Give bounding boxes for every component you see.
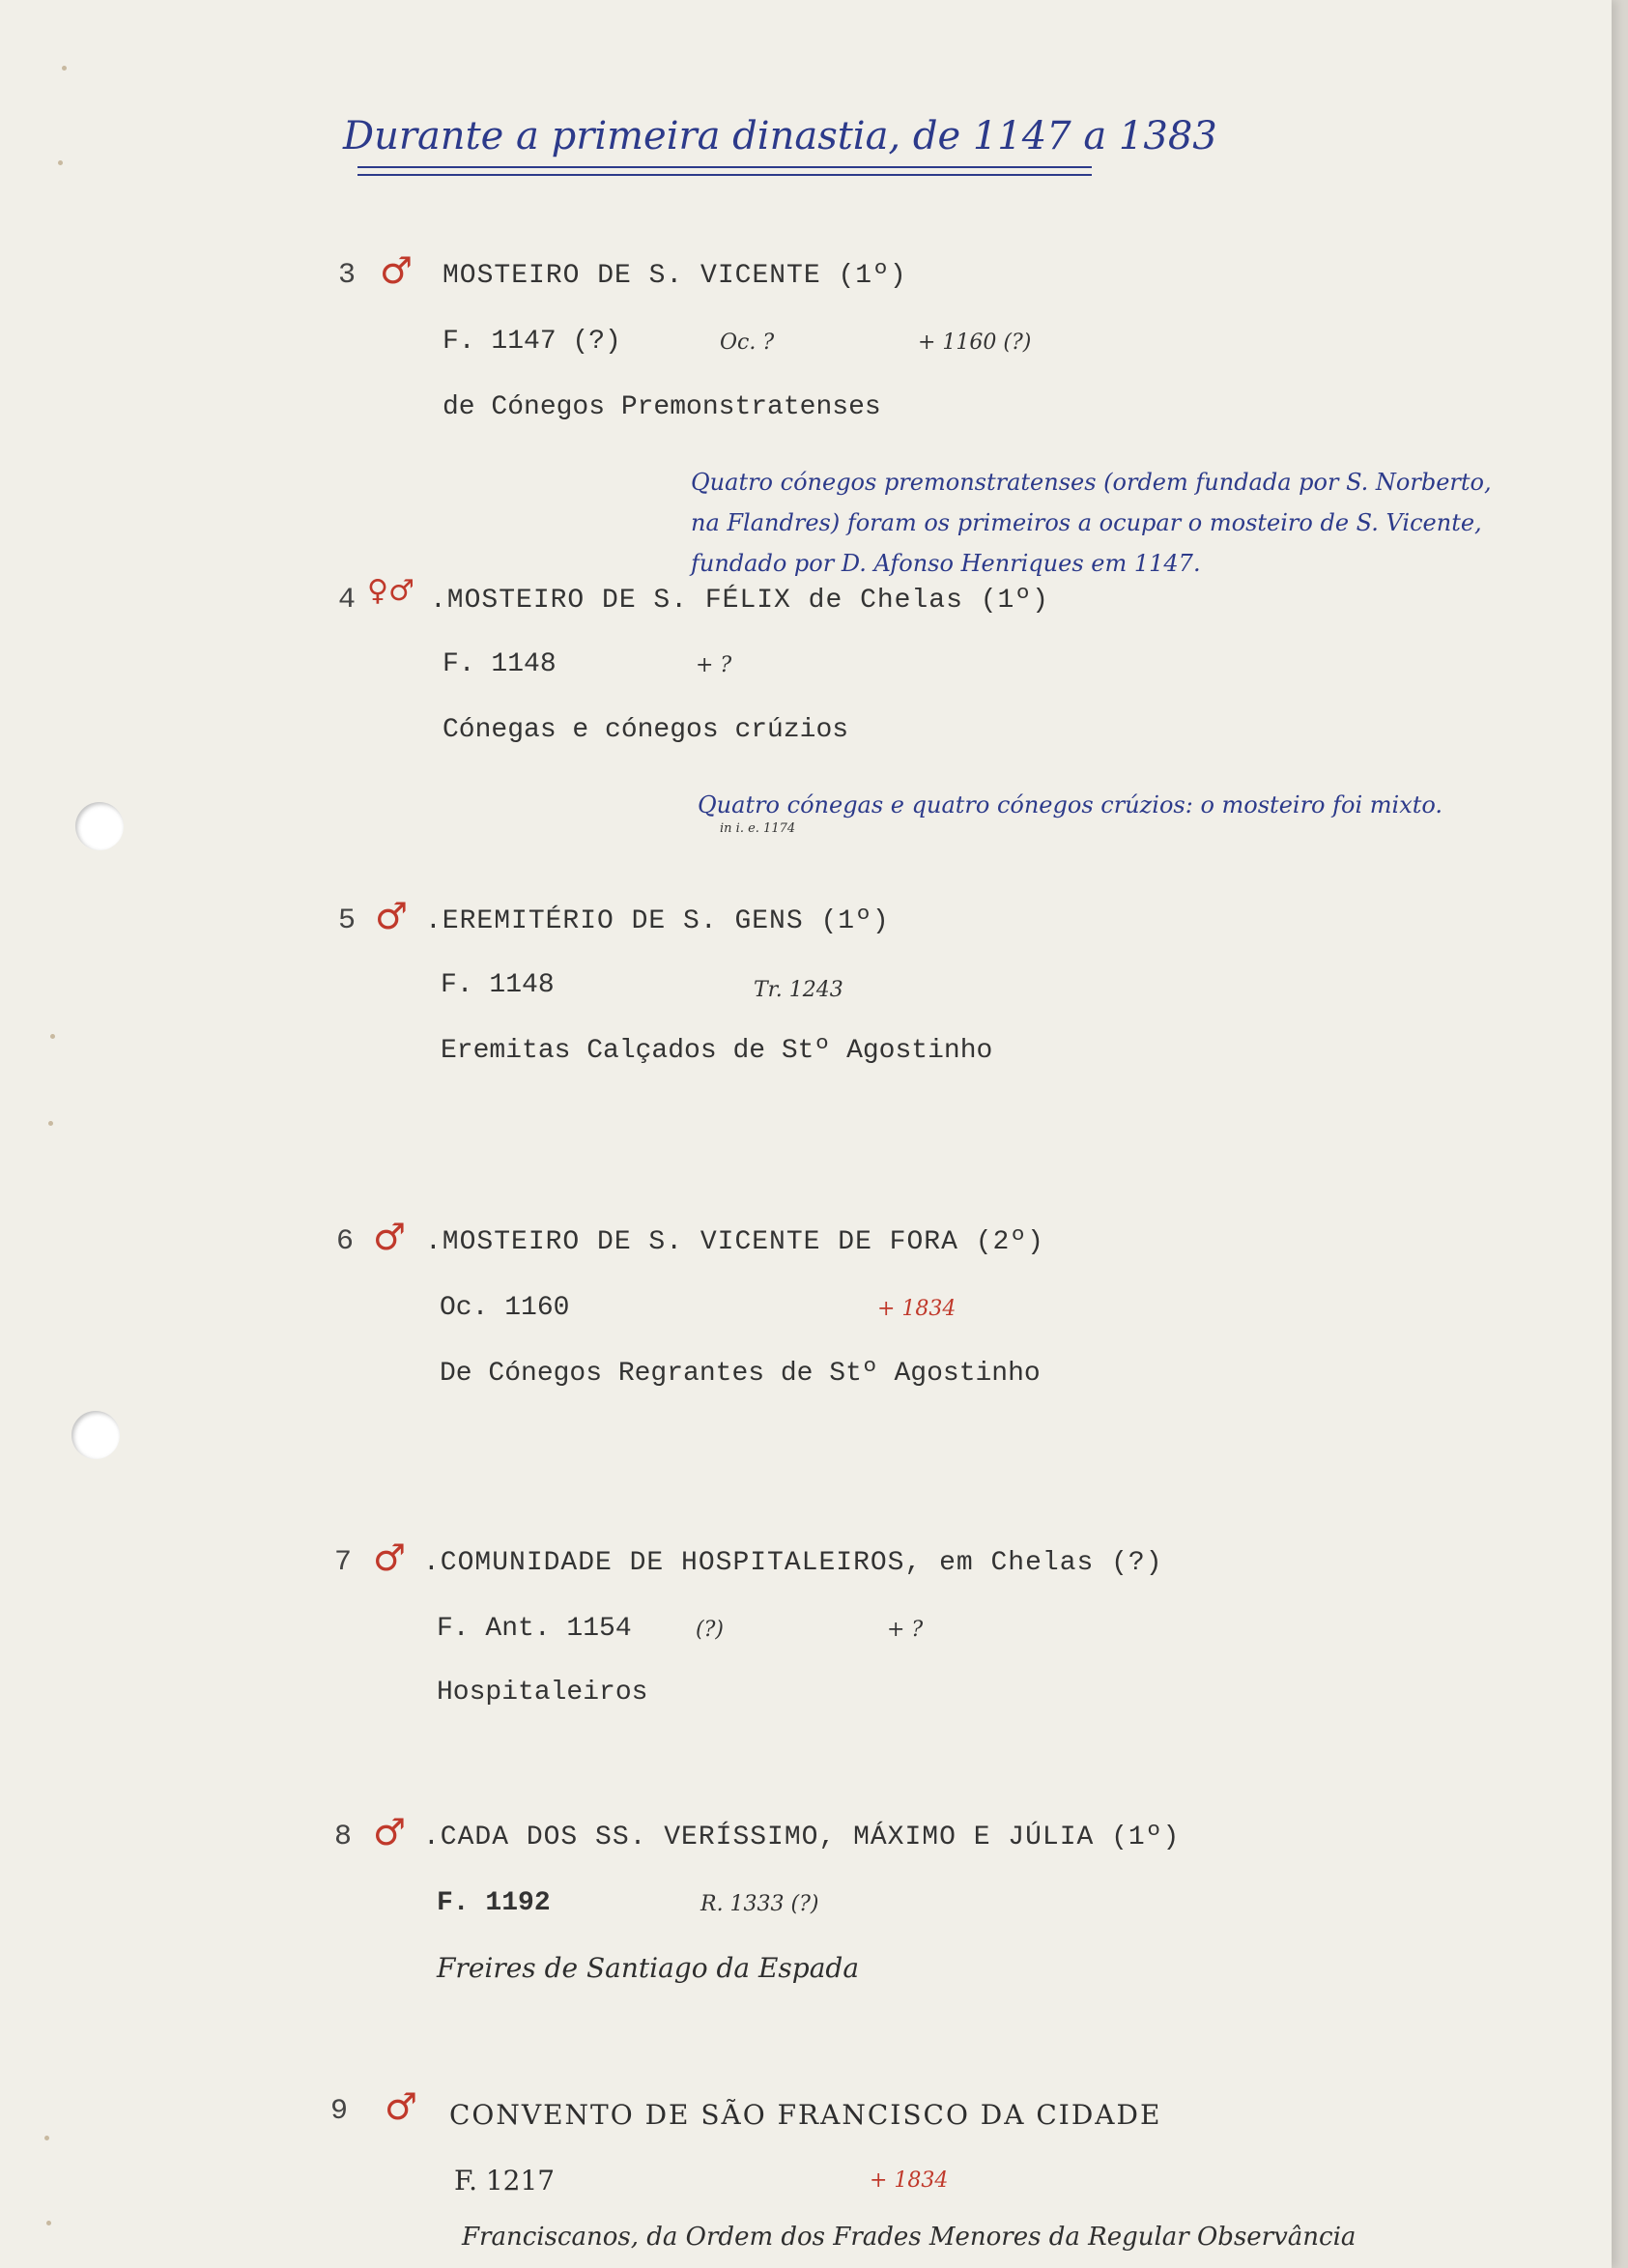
- entry-annotation-line: na Flandres) foram os primeiros a ocupar o mosteiro de S. Vicente,: [691, 509, 1482, 536]
- male-symbol-icon: ♂: [385, 2085, 418, 2128]
- entry-number: 6: [336, 1225, 355, 1258]
- male-symbol-icon: ♂: [380, 249, 414, 292]
- male-symbol-icon: ♂: [373, 1536, 407, 1579]
- entry-transfer: Tr. 1243: [754, 978, 843, 1002]
- entry-foundation: F. 1148: [443, 649, 557, 679]
- entry-number: 9: [330, 2095, 349, 2128]
- entry-order: Hospitaleiros: [437, 1678, 648, 1708]
- entry-foundation: F. 1148: [441, 970, 555, 1000]
- entry-annotation: Quatro cónegas e quatro cónegos crúzios: o mosteiro foi mixto.: [698, 791, 1443, 818]
- title-underline: [357, 166, 1092, 168]
- entry-order: Eremitas Calçados de Stº Agostinho: [441, 1036, 993, 1066]
- entry-heading: CONVENTO DE SÃO FRANCISCO DA CIDADE: [449, 2099, 1162, 2131]
- entry-order: De Cónegos Regrantes de Stº Agostinho: [440, 1359, 1041, 1389]
- paper-speck: [48, 1121, 53, 1126]
- entry-number: 5: [338, 904, 357, 937]
- entry-order: de Cónegos Premonstratenses: [443, 392, 881, 422]
- paper-speck: [62, 66, 67, 71]
- entry-heading: .CADA DOS SS. VERÍSSIMO, MÁXIMO E JÚLIA (1º): [423, 1823, 1181, 1852]
- entry-heading: .COMUNIDADE DE HOSPITALEIROS, em Chelas (?): [423, 1548, 1163, 1578]
- entry-end: + 1834: [870, 2168, 949, 2193]
- entry-order: Freires de Santiago da Espada: [437, 1952, 860, 1984]
- entry-occupation: Oc. 1160: [440, 1293, 570, 1323]
- entry-end: + 1160 (?): [918, 330, 1032, 355]
- entry-end: + ?: [887, 1618, 924, 1642]
- male-symbol-icon: ♂: [373, 1811, 407, 1853]
- entry-foundation: F. Ant. 1154: [437, 1614, 632, 1644]
- entry-end: + 1834: [877, 1297, 957, 1321]
- entry-number: 3: [338, 259, 357, 292]
- title-underline-2: [357, 174, 1092, 176]
- entry-foundation: F. 1217: [454, 2165, 556, 2196]
- punch-hole-top: [75, 802, 124, 850]
- entry-heading: MOSTEIRO DE S. VICENTE (1º): [443, 261, 907, 291]
- entry-occupation: Oc. ?: [720, 330, 775, 355]
- entry-heading: .MOSTEIRO DE S. FÉLIX de Chelas (1º): [430, 586, 1049, 616]
- paper-speck: [50, 1034, 55, 1039]
- entry-order: Cónegas e cónegos crúzios: [443, 715, 849, 745]
- entry-heading: .EREMITÉRIO DE S. GENS (1º): [425, 906, 890, 936]
- entry-foundation-question: (?): [696, 1618, 724, 1642]
- page-title: Durante a primeira dinastia, de 1147 a 1383: [343, 114, 1217, 158]
- paper-speck: [46, 2221, 51, 2225]
- paper-speck: [44, 2136, 49, 2140]
- entry-foundation: F. 1192: [437, 1888, 551, 1918]
- male-symbol-icon: ♂: [375, 895, 409, 937]
- entry-heading: .MOSTEIRO DE S. VICENTE DE FORA (2º): [425, 1227, 1044, 1257]
- paper-speck: [58, 160, 63, 165]
- male-symbol-icon: ♂: [373, 1216, 407, 1258]
- entry-number: 7: [334, 1546, 353, 1579]
- entry-annotation-line: Quatro cónegos premonstratenses (ordem fundada por S. Norberto,: [691, 469, 1492, 496]
- entry-end: + ?: [696, 653, 732, 677]
- female-male-symbol-icon: ♀♂: [367, 574, 414, 608]
- entry-annotation-line: fundado por D. Afonso Henriques em 1147.: [691, 550, 1201, 577]
- entry-number: 4: [338, 584, 357, 617]
- entry-annotation-sub: in i. e. 1174: [720, 821, 796, 836]
- entry-restoration: R. 1333 (?): [700, 1892, 819, 1916]
- entry-order: Franciscanos, da Ordem dos Frades Menores da Regular Observância: [462, 2223, 1357, 2252]
- punch-hole-bottom: [71, 1411, 120, 1459]
- entry-number: 8: [334, 1821, 353, 1853]
- entry-foundation: F. 1147 (?): [443, 327, 621, 357]
